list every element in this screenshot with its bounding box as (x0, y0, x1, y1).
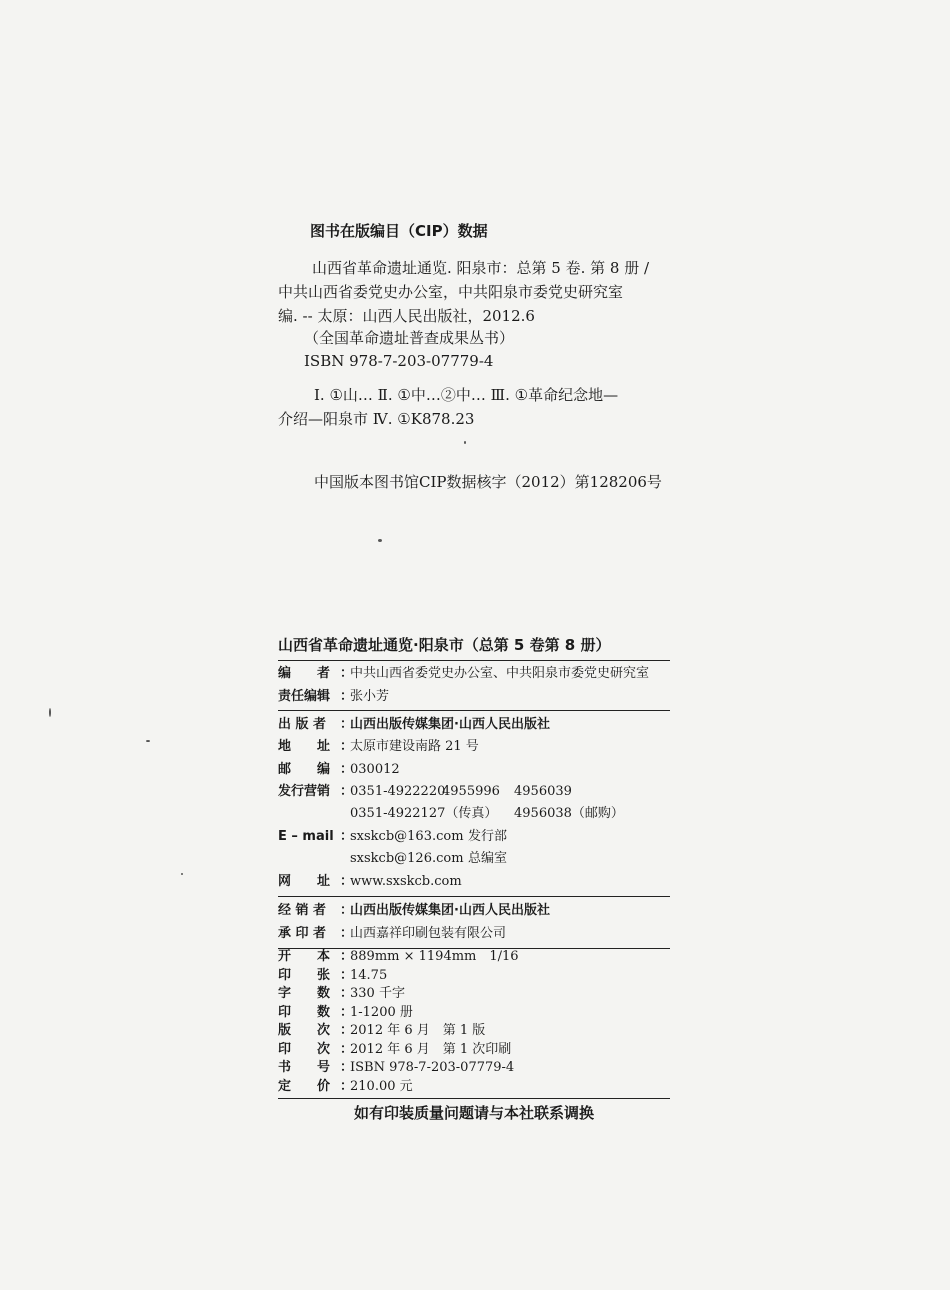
divider (278, 660, 670, 661)
format-colon: ： (340, 949, 354, 964)
isbn-value: ISBN 978-7-203-07779-4 (350, 1060, 515, 1075)
print-run-colon: ： (340, 1005, 354, 1020)
publisher-label: 出 版 者 (278, 717, 327, 732)
publisher-colon: ： (340, 717, 354, 732)
address-colon: ： (340, 739, 354, 754)
editor-label: 编 者 (278, 666, 331, 681)
publisher-row (278, 715, 670, 735)
sales-phone-2: 4955996 (442, 784, 500, 799)
postcode-label: 邮 编 (278, 762, 331, 777)
printing-label: 印 次 (278, 1042, 331, 1057)
email-2: sxskcb@126.com (350, 851, 464, 866)
isbn-label: 书 号 (278, 1060, 331, 1075)
format-value: 889mm × 1194mm 1/16 (350, 949, 519, 964)
sales-fax: 0351-4922127（传真） (350, 806, 498, 821)
distributor-colon: ： (340, 903, 354, 918)
website-colon: ： (340, 874, 354, 889)
printer-value: 山西嘉祥印刷包装有限公司 (350, 926, 507, 941)
editor-value: 中共山西省委党史办公室、中共阳泉市委党史研究室 (350, 666, 650, 681)
isbn-colon: ： (340, 1060, 354, 1075)
print-run-label: 印 数 (278, 1005, 331, 1020)
email-1: sxskcb@163.com (350, 829, 464, 844)
email-colon: ： (340, 829, 354, 844)
sales-label: 发行营销 (278, 784, 331, 799)
printer-row (278, 924, 670, 944)
scan-speck (146, 740, 150, 742)
cip-classification-line: 介绍—阳泉市 Ⅳ. ①K878.23 (278, 410, 475, 428)
sales-row-2 (278, 804, 670, 824)
print-run-value: 1-1200 册 (350, 1005, 413, 1020)
sales-row (278, 782, 670, 802)
scan-speck (464, 441, 466, 444)
price-label: 定 价 (278, 1079, 331, 1094)
cip-authors-line: 中共山西省委党史办公室，中共阳泉市委党史研究室 (278, 283, 624, 301)
email-2-note: 总编室 (468, 851, 508, 866)
cip-title-line: 山西省革命遗址通览. 阳泉市：总第 5 卷. 第 8 册 / (312, 259, 650, 277)
edition-value: 2012 年 6 月 第 1 版 (350, 1023, 486, 1038)
sheets-label: 印 张 (278, 968, 331, 983)
editor-row (278, 664, 670, 684)
postcode-row (278, 760, 670, 780)
distributor-value: 山西出版传媒集团·山西人民出版社 (350, 903, 550, 918)
sheets-colon: ： (340, 968, 354, 983)
cip-isbn-line: ISBN 978-7-203-07779-4 (304, 352, 494, 370)
edition-colon: ： (340, 1023, 354, 1038)
words-value: 330 千字 (350, 986, 405, 1001)
cip-verification-line: 中国版本图书馆CIP数据核字（2012）第128206号 (314, 473, 662, 491)
cip-series-line: （全国革命遗址普查成果丛书） (304, 329, 515, 347)
scan-speck (49, 708, 51, 717)
sales-colon: ： (340, 784, 354, 799)
edition-label: 版 次 (278, 1023, 331, 1038)
postcode-value: 030012 (350, 762, 400, 777)
email-row (278, 827, 670, 847)
words-colon: ： (340, 986, 354, 1001)
editor-colon: ： (340, 666, 354, 681)
distributor-label: 经 销 者 (278, 903, 327, 918)
email-row-2 (278, 849, 670, 869)
email-label: E – mail (278, 829, 334, 844)
edition-row (278, 1022, 670, 1040)
cip-heading: 图书在版编目（CIP）数据 (310, 222, 488, 240)
cip-imprint-line: 编. -- 太原：山西人民出版社，2012.6 (278, 307, 535, 325)
price-row (278, 1078, 670, 1096)
sheets-row (278, 967, 670, 985)
price-colon: ： (340, 1079, 354, 1094)
website-value: www.sxskcb.com (350, 874, 462, 889)
email-1-note: 发行部 (468, 829, 508, 844)
printing-colon: ： (340, 1042, 354, 1057)
scan-speck (181, 873, 183, 875)
sales-phone-3: 4956039 (514, 784, 572, 799)
postcode-colon: ： (340, 762, 354, 777)
format-row (278, 948, 670, 966)
website-label: 网 址 (278, 874, 331, 889)
price-value: 210.00 元 (350, 1079, 413, 1094)
publisher-value: 山西出版传媒集团·山西人民出版社 (350, 717, 550, 732)
divider (278, 1098, 670, 1099)
print-run-row (278, 1004, 670, 1022)
quality-notice: 如有印装质量问题请与本社联系调换 (353, 1104, 594, 1122)
sales-phone-1: 0351-4922220 (350, 784, 446, 799)
divider (278, 896, 670, 897)
responsible-editor-row (278, 687, 670, 707)
address-label: 地 址 (278, 739, 331, 754)
colophon-title: 山西省革命遗址通览·阳泉市（总第 5 卷第 8 册） (278, 636, 611, 654)
scan-speck (378, 539, 382, 542)
address-row (278, 737, 670, 757)
sales-mail-order: 4956038（邮购） (514, 806, 624, 821)
responsible-editor-colon: ： (340, 689, 354, 704)
printer-label: 承 印 者 (278, 926, 327, 941)
words-row (278, 985, 670, 1003)
address-value: 太原市建设南路 21 号 (350, 739, 479, 754)
website-row (278, 872, 670, 892)
words-label: 字 数 (278, 986, 331, 1001)
isbn-row (278, 1059, 670, 1077)
distributor-row (278, 901, 670, 921)
printer-colon: ： (340, 926, 354, 941)
printing-value: 2012 年 6 月 第 1 次印刷 (350, 1042, 512, 1057)
printing-row (278, 1041, 670, 1059)
responsible-editor-value: 张小芳 (350, 689, 390, 704)
cip-subject-line: Ⅰ. ①山… Ⅱ. ①中…②中… Ⅲ. ①革命纪念地— (314, 386, 619, 404)
responsible-editor-label: 责任编辑 (278, 689, 331, 704)
format-label: 开 本 (278, 949, 331, 964)
sheets-value: 14.75 (350, 968, 388, 983)
divider (278, 710, 670, 711)
